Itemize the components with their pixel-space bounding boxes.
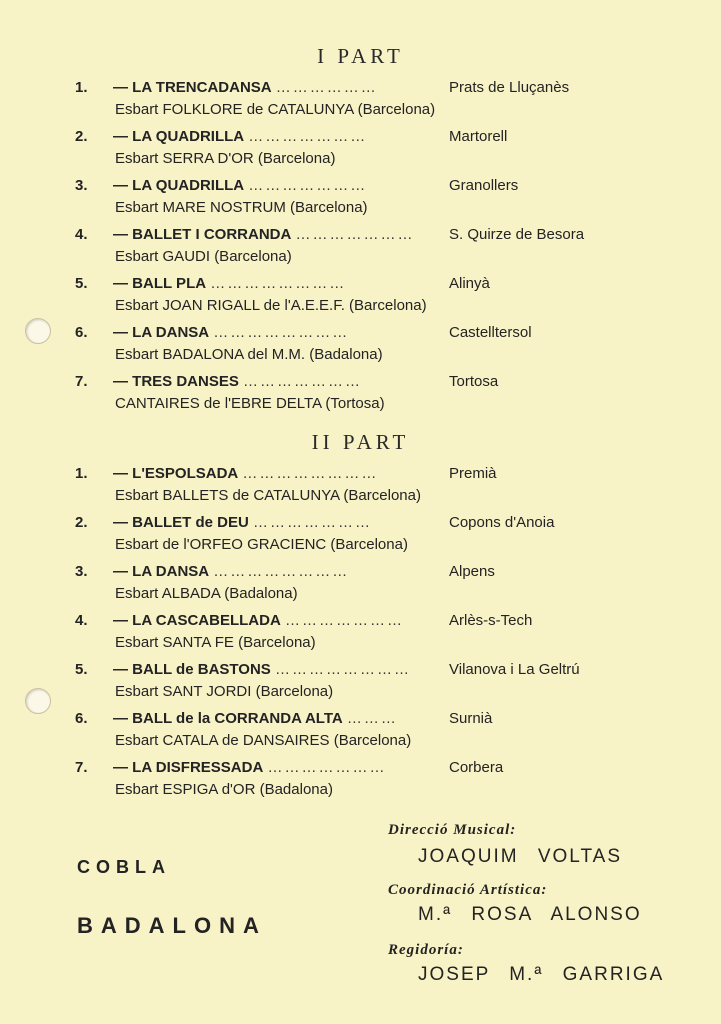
performing-group: Esbart ESPIGA d'OR (Badalona): [115, 781, 333, 798]
stage-management-label: Regidoría:: [388, 942, 464, 958]
program-item: [75, 77, 635, 121]
town-name: Prats de Lluçanès: [449, 79, 570, 96]
town-name: Surnià: [449, 710, 493, 727]
dot-leader: ……………………: [213, 324, 350, 341]
dash-separator: —: [113, 514, 133, 531]
dance-title: BALLET I CORRANDA: [132, 226, 292, 243]
performing-group: Esbart SERRA D'OR (Barcelona): [115, 150, 336, 167]
dash-separator: —: [113, 177, 133, 194]
dash-separator: —: [113, 661, 133, 678]
dot-leader: ……………………: [213, 563, 350, 580]
dash-separator: —: [113, 710, 133, 727]
town-name: Alpens: [449, 563, 495, 580]
dot-leader: …………………: [248, 128, 368, 145]
cobla-name: BADALONA: [77, 913, 267, 938]
performing-group: Esbart MARE NOSTRUM (Barcelona): [115, 199, 368, 216]
town-name: S. Quirze de Besora: [449, 226, 585, 243]
dance-title: L'ESPOLSADA: [132, 465, 239, 482]
town-name: Tortosa: [449, 373, 499, 390]
performing-group: Esbart FOLKLORE de CATALUNYA (Barcelona): [115, 101, 436, 118]
dance-title: BALLET de DEU: [132, 514, 249, 531]
punch-hole-bottom: [25, 688, 51, 714]
dot-leader: …………………: [284, 612, 404, 629]
program-item: [75, 371, 635, 415]
program-item: [75, 708, 635, 752]
dance-title: TRES DANSES: [132, 373, 239, 390]
town-name: Alinyà: [449, 275, 490, 292]
dot-leader: …………………: [295, 226, 415, 243]
part-1-title: I PART: [317, 44, 404, 68]
dance-title: LA DANSA: [132, 324, 210, 341]
item-number: 7.: [75, 373, 88, 390]
dance-title: BALL de BASTONS: [132, 661, 271, 678]
item-number: 5.: [75, 275, 88, 292]
performing-group: Esbart BADALONA del M.M. (Badalona): [115, 346, 383, 363]
item-number: 6.: [75, 710, 88, 727]
dance-title: LA TRENCADANSA: [132, 79, 272, 96]
town-name: Martorell: [449, 128, 508, 145]
dance-title: LA DISFRESSADA: [132, 759, 264, 776]
performing-group: Esbart JOAN RIGALL de l'A.E.E.F. (Barcelona): [115, 297, 427, 314]
dot-leader: ……………………: [210, 275, 347, 292]
dance-title: LA CASCABELLADA: [132, 612, 281, 629]
item-number: 4.: [75, 226, 88, 243]
performing-group: Esbart de l'ORFEO GRACIENC (Barcelona): [115, 536, 408, 553]
program-item: [75, 561, 635, 605]
dash-separator: —: [113, 612, 133, 629]
performing-group: CANTAIRES de l'EBRE DELTA (Tortosa): [115, 395, 385, 412]
program-item: [75, 175, 635, 219]
dash-separator: —: [113, 759, 133, 776]
program-item: [75, 757, 635, 801]
dance-title: BALL PLA: [132, 275, 207, 292]
item-number: 4.: [75, 612, 88, 629]
musical-director-name: JOAQUIM VOLTAS: [418, 846, 622, 867]
dance-title: LA QUADRILLA: [132, 177, 245, 194]
performing-group: Esbart CATALA de DANSAIRES (Barcelona): [115, 732, 412, 749]
artistic-coordinator-name: M.ª ROSA ALONSO: [418, 904, 642, 925]
town-name: Granollers: [449, 177, 519, 194]
cobla-label: COBLA: [77, 857, 171, 877]
dash-separator: —: [113, 563, 133, 580]
program-item: [75, 322, 635, 366]
program-item: [75, 224, 635, 268]
dot-leader: …………………: [248, 177, 368, 194]
program-item: [75, 659, 635, 703]
dot-leader: ……………………: [274, 661, 411, 678]
stage-manager-name: JOSEP M.ª GARRIGA: [418, 964, 665, 985]
item-number: 1.: [75, 79, 88, 96]
dash-separator: —: [113, 128, 133, 145]
performing-group: Esbart BALLETS de CATALUNYA (Barcelona): [115, 487, 421, 504]
item-number: 6.: [75, 324, 88, 341]
punch-hole-top: [25, 318, 51, 344]
dot-leader: ……………………: [242, 465, 379, 482]
dot-leader: ………………: [275, 79, 378, 96]
item-number: 3.: [75, 177, 88, 194]
dash-separator: —: [113, 275, 133, 292]
performing-group: Esbart ALBADA (Badalona): [115, 585, 298, 602]
item-number: 1.: [75, 465, 88, 482]
dot-leader: ………: [346, 710, 398, 727]
artistic-coordination-label: Coordinació Artística:: [388, 882, 548, 898]
dash-separator: —: [113, 465, 133, 482]
town-name: Premià: [449, 465, 497, 482]
dot-leader: …………………: [267, 759, 387, 776]
performing-group: Esbart GAUDI (Barcelona): [115, 248, 292, 265]
town-name: Copons d'Anoia: [449, 514, 555, 531]
dance-title: LA DANSA: [132, 563, 210, 580]
dash-separator: —: [113, 373, 133, 390]
item-number: 7.: [75, 759, 88, 776]
town-name: Arlès-s-Tech: [449, 612, 533, 629]
town-name: Corbera: [449, 759, 504, 776]
town-name: Vilanova i La Geltrú: [449, 661, 580, 678]
dance-title: LA QUADRILLA: [132, 128, 245, 145]
program-item: [75, 463, 635, 507]
item-number: 5.: [75, 661, 88, 678]
performing-group: Esbart SANTA FE (Barcelona): [115, 634, 316, 651]
town-name: Castelltersol: [449, 324, 532, 341]
musical-direction-label: Direcció Musical:: [388, 822, 517, 838]
dash-separator: —: [113, 324, 133, 341]
item-number: 2.: [75, 128, 88, 145]
part-2-title: II PART: [311, 430, 410, 454]
item-number: 3.: [75, 563, 88, 580]
item-number: 2.: [75, 514, 88, 531]
dot-leader: …………………: [253, 514, 373, 531]
program-item: [75, 273, 635, 317]
program-item: [75, 126, 635, 170]
program-item: [75, 610, 635, 654]
dance-title: BALL de la CORRANDA ALTA: [132, 710, 343, 727]
program-item: [75, 512, 635, 556]
dash-separator: —: [113, 226, 133, 243]
performing-group: Esbart SANT JORDI (Barcelona): [115, 683, 334, 700]
dot-leader: …………………: [243, 373, 363, 390]
dash-separator: —: [113, 79, 133, 96]
